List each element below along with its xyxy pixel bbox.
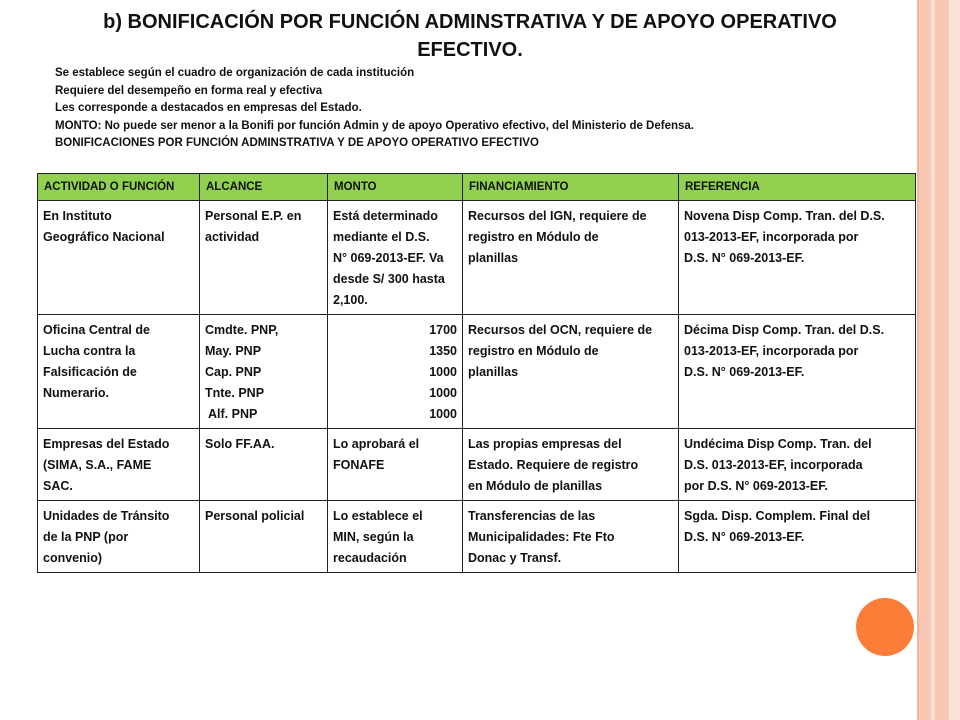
column-header-referencia: REFERENCIA <box>679 174 916 201</box>
bonificaciones-table <box>37 173 916 573</box>
cell-text-line: Las propias empresas del <box>468 437 622 451</box>
cell-text-line: recaudación <box>333 551 407 565</box>
cell-text-line: planillas <box>468 251 519 265</box>
cell-text-line: MIN, según la <box>333 530 414 544</box>
cell-text-line: Lo aprobará el <box>333 437 420 451</box>
cell-monto <box>328 315 463 429</box>
cell-alcance <box>200 201 328 315</box>
cell-financiamiento <box>463 201 679 315</box>
table-row <box>38 315 916 429</box>
cell-actividad <box>38 315 200 429</box>
column-header-alcance: ALCANCE <box>200 174 328 201</box>
table-body <box>38 201 916 573</box>
cell-text-line: Recursos del IGN, requiere de <box>468 209 647 223</box>
cell-text-line: Personal policial <box>205 509 305 523</box>
note-line: BONIFICACIONES POR FUNCIÓN ADMINSTRATIVA Y DE APOYO OPERATIVO EFECTIVO <box>55 137 539 149</box>
cell-text-line: Solo FF.AA. <box>205 437 275 451</box>
cell-text-line: 013-2013-EF, incorporada por <box>684 344 859 358</box>
cell-text-line: N° 069-2013-EF. Va <box>333 251 444 265</box>
cell-monto <box>328 501 463 573</box>
cell-referencia <box>679 201 916 315</box>
cell-text-line: Tnte. PNP <box>205 386 265 400</box>
table-row <box>38 201 916 315</box>
cell-referencia <box>679 315 916 429</box>
cell-referencia <box>679 501 916 573</box>
cell-monto <box>328 201 463 315</box>
cell-text-line: actividad <box>205 230 260 244</box>
cell-text-line: D.S. 013-2013-EF, incorporada <box>684 458 863 472</box>
cell-text-line: Estado. Requiere de registro <box>468 458 639 472</box>
cell-actividad <box>38 501 200 573</box>
cell-text-line: D.S. N° 069-2013-EF. <box>684 365 805 379</box>
cell-text-line: Recursos del OCN, requiere de <box>468 323 653 337</box>
cell-text-line: Undécima Disp Comp. Tran. del <box>684 437 872 451</box>
cell-text-line: Municipalidades: Fte Fto <box>468 530 615 544</box>
cell-text-line: D.S. N° 069-2013-EF. <box>684 251 805 265</box>
cell-text-line: Décima Disp Comp. Tran. del D.S. <box>684 323 885 337</box>
column-header-actividad: ACTIVIDAD O FUNCIÓN <box>38 174 200 201</box>
cell-text-line: FONAFE <box>333 458 385 472</box>
cell-text-line: Falsificación de <box>43 365 137 379</box>
cell-text-line: registro en Módulo de <box>468 344 599 358</box>
cell-alcance <box>200 501 328 573</box>
cell-text-line: 2,100. <box>333 293 368 307</box>
cell-text-line: Lucha contra la <box>43 344 136 358</box>
cell-text-line: 1000 <box>429 365 457 379</box>
cell-text-line: Unidades de Tránsito <box>43 509 170 523</box>
cell-text-line: Cap. PNP <box>205 365 262 379</box>
cell-text-line: Transferencias de las <box>468 509 596 523</box>
cell-text-line: (SIMA, S.A., FAME <box>43 458 152 472</box>
column-header-financiamiento: FINANCIAMIENTO <box>463 174 679 201</box>
cell-monto <box>328 429 463 501</box>
table-row <box>38 501 916 573</box>
cell-text-line: En Instituto <box>43 209 112 223</box>
cell-text-line: May. PNP <box>205 344 262 358</box>
cell-text-line: D.S. N° 069-2013-EF. <box>684 530 805 544</box>
note-line: Les corresponde a destacados en empresas del Estado. <box>55 102 362 114</box>
cell-text-line: SAC. <box>43 479 73 493</box>
notes-list <box>55 65 855 153</box>
cell-text-line: Empresas del Estado <box>43 437 170 451</box>
decorative-stripe <box>919 0 931 720</box>
cell-text-line: Sgda. Disp. Complem. Final del <box>684 509 871 523</box>
decorative-stripe <box>935 0 949 720</box>
cell-text-line: 1700 <box>429 323 457 337</box>
cell-text-line: Numerario. <box>43 386 109 400</box>
cell-financiamiento <box>463 501 679 573</box>
cell-text-line: registro en Módulo de <box>468 230 599 244</box>
slide-title: b) BONIFICACIÓN POR FUNCIÓN ADMINSTRATIVA Y DE APOYO OPERATIVO EFECTIVO. <box>103 11 837 61</box>
cell-text-line: Alf. PNP <box>208 407 258 421</box>
cell-text-line: Novena Disp Comp. Tran. del D.S. <box>684 209 885 223</box>
cell-text-line: Geográfico Nacional <box>43 230 165 244</box>
cell-text-line: convenio) <box>43 551 103 565</box>
cell-text-line: por D.S. N° 069-2013-EF. <box>684 479 828 493</box>
cell-text-line: Está determinado <box>333 209 438 223</box>
cell-text-line: de la PNP (por <box>43 530 129 544</box>
cell-text-line: Donac y Transf. <box>468 551 562 565</box>
cell-text-line: 013-2013-EF, incorporada por <box>684 230 859 244</box>
cell-actividad <box>38 429 200 501</box>
cell-text-line: Oficina Central de <box>43 323 150 337</box>
cell-text-line: planillas <box>468 365 519 379</box>
cell-text-line: 1350 <box>429 344 457 358</box>
cell-referencia <box>679 429 916 501</box>
orange-circle-decoration <box>856 598 914 656</box>
cell-text-line: desde S/ 300 hasta <box>333 272 445 286</box>
cell-alcance <box>200 429 328 501</box>
table-row <box>38 429 916 501</box>
cell-text-line: Lo establece el <box>333 509 423 523</box>
cell-text-line: Cmdte. PNP, <box>205 323 279 337</box>
note-line: MONTO: No puede ser menor a la Bonifi por función Admin y de apoyo Operativo efectivo, del Ministerio de Defensa. <box>55 119 694 132</box>
cell-financiamiento <box>463 315 679 429</box>
table-header-row <box>38 174 916 201</box>
decorative-stripe <box>949 0 960 720</box>
cell-alcance <box>200 315 328 429</box>
column-header-monto: MONTO <box>328 174 463 201</box>
cell-text-line: 1000 <box>429 407 457 421</box>
cell-text-line: mediante el D.S. <box>333 230 430 244</box>
cell-text-line: en Módulo de planillas <box>468 479 603 493</box>
cell-text-line: Personal E.P. en <box>205 209 302 223</box>
cell-actividad <box>38 201 200 315</box>
cell-financiamiento <box>463 429 679 501</box>
note-line: Requiere del desempeño en forma real y efectiva <box>55 84 323 97</box>
note-line: Se establece según el cuadro de organización de cada institución <box>55 67 415 79</box>
cell-text-line: 1000 <box>429 386 457 400</box>
